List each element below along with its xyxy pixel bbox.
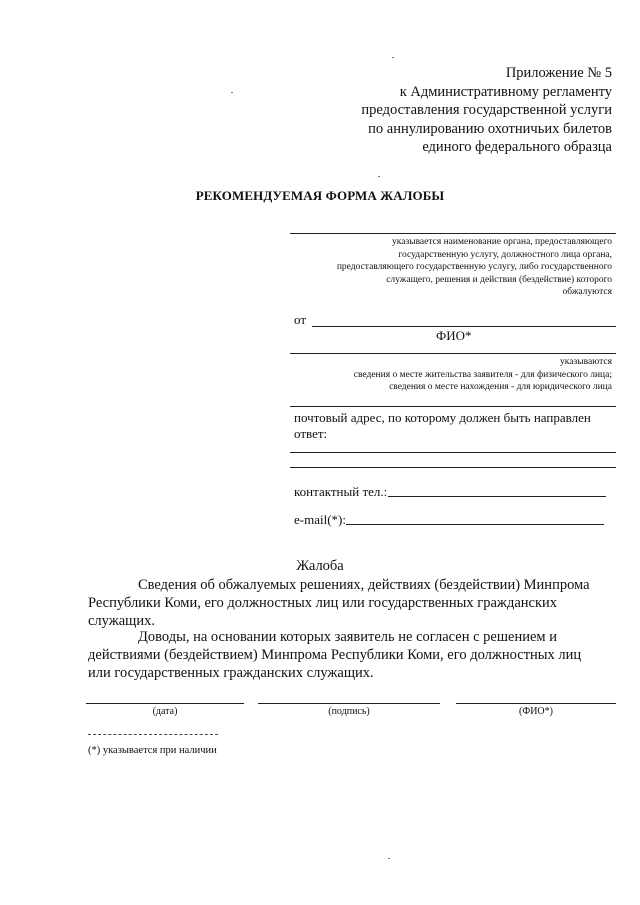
complaint-paragraph-1 bbox=[88, 576, 612, 630]
residence-caption-line: указываются bbox=[560, 357, 612, 367]
postal-divider bbox=[290, 406, 616, 407]
residence-field-line[interactable] bbox=[290, 353, 616, 354]
organ-caption-line: обжалуются bbox=[562, 287, 612, 297]
fio-signature-field-line[interactable] bbox=[456, 703, 616, 704]
residence-caption-line: сведения о месте жительства заявителя - для физического лица; bbox=[353, 369, 612, 380]
signature-field-line[interactable] bbox=[258, 703, 440, 704]
paragraph-line: Республики Коми, его должностных лиц или государственных гражданских bbox=[88, 595, 558, 611]
paragraph-line: служащих. bbox=[88, 613, 155, 629]
email-label: e-mail(*): bbox=[294, 512, 346, 527]
postal-field-line[interactable] bbox=[290, 452, 616, 453]
signature-label: (подпись) bbox=[328, 706, 370, 717]
from-label: от bbox=[294, 312, 307, 327]
scan-speck bbox=[392, 57, 394, 58]
organ-caption-line: предоставляющего государственную услугу, либо государственного bbox=[336, 262, 612, 272]
footnote: (*) указывается при наличии bbox=[88, 745, 217, 756]
organ-caption-line: указывается наименование органа, предоставляющего bbox=[392, 237, 612, 247]
email-field[interactable] bbox=[346, 524, 604, 525]
contact-phone-field[interactable] bbox=[388, 496, 606, 497]
complaint-paragraph-2 bbox=[88, 628, 612, 682]
date-label: (дата) bbox=[152, 706, 178, 717]
date-field-line[interactable] bbox=[86, 703, 244, 704]
postal-address-line1: почтовый адрес, по которому должен быть направлен bbox=[294, 410, 591, 425]
residence-caption-line: сведения о месте нахождения - для юридического лица bbox=[389, 382, 612, 392]
organ-caption bbox=[337, 236, 612, 299]
contact-phone-label: контактный тел.: bbox=[294, 484, 388, 499]
postal-address-label bbox=[294, 410, 591, 442]
footnote-divider bbox=[88, 734, 218, 735]
from-field-line[interactable] bbox=[312, 326, 616, 327]
appendix-header bbox=[361, 64, 612, 157]
organ-caption-line: служащего, решения и действия (бездействие) которого bbox=[386, 274, 612, 285]
postal-field-line[interactable] bbox=[290, 467, 616, 468]
paragraph-line: действиями (бездействием) Минпрома Республики Коми, его должностных лиц bbox=[88, 647, 582, 663]
appendix-line: Приложение № 5 bbox=[505, 65, 612, 81]
paragraph-line: Доводы, на основании которых заявитель не согласен с решением и bbox=[138, 629, 557, 645]
fio-signature-label: (ФИО*) bbox=[518, 706, 553, 717]
complaint-title: Жалоба bbox=[296, 558, 344, 574]
organ-field-line[interactable] bbox=[290, 233, 616, 234]
appendix-line: единого федерального образца bbox=[422, 139, 612, 155]
scan-speck bbox=[378, 176, 380, 177]
form-title: РЕКОМЕНДУЕМАЯ ФОРМА ЖАЛОБЫ bbox=[195, 188, 445, 203]
residence-caption bbox=[354, 356, 612, 394]
fio-caption: ФИО* bbox=[436, 328, 472, 343]
appendix-line: к Административному регламенту bbox=[399, 83, 612, 100]
postal-address-line2: ответ: bbox=[294, 426, 328, 441]
appendix-line: предоставления государственной услуги bbox=[361, 102, 612, 118]
scan-speck bbox=[231, 92, 233, 93]
appendix-line: по аннулированию охотничьих билетов bbox=[368, 120, 612, 137]
scan-speck bbox=[388, 858, 390, 859]
paragraph-line: или государственных гражданских служащих. bbox=[88, 665, 374, 681]
paragraph-line: Сведения об обжалуемых решениях, действиях (бездействии) Минпрома bbox=[138, 577, 590, 593]
organ-caption-line: государственную услугу, должностного лица органа, bbox=[398, 249, 612, 260]
